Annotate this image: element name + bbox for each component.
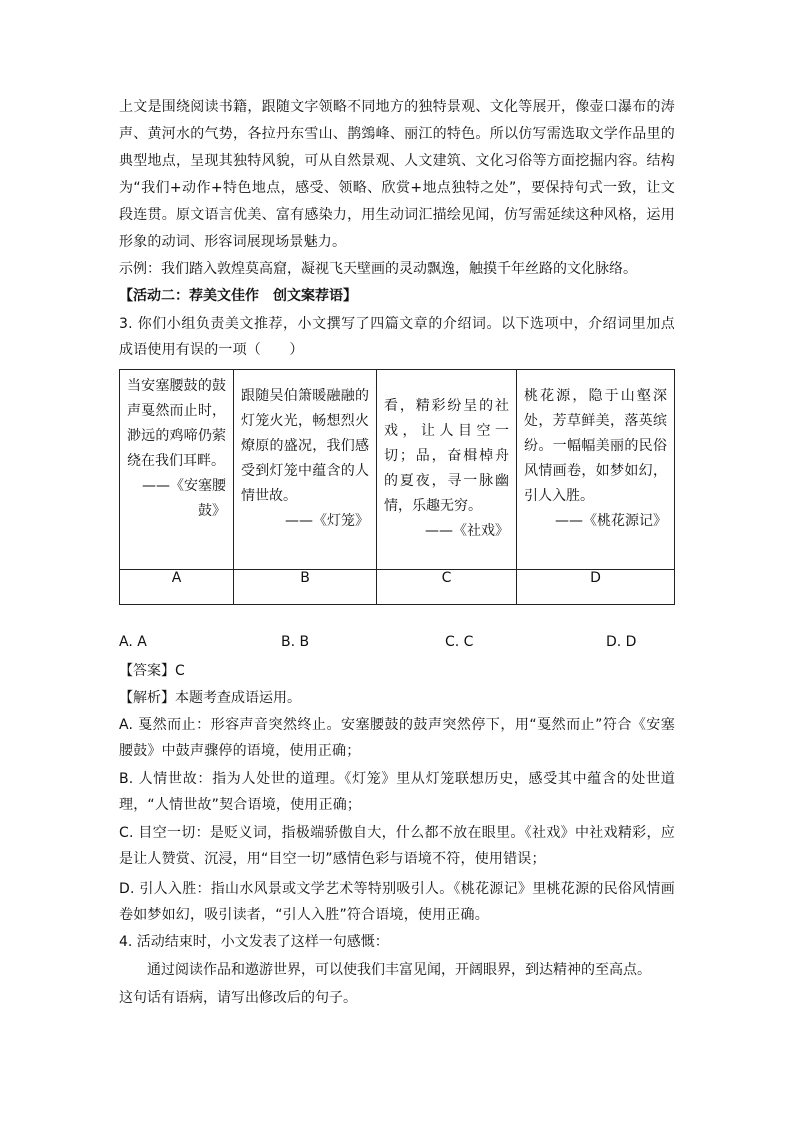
option-d-source: ——《桃花源记》 <box>555 513 667 529</box>
option-cell-a <box>120 370 234 570</box>
option-letter-b: B <box>234 570 377 605</box>
analysis-heading: 【解析】本题考查成语运用。 <box>119 690 301 706</box>
option-cell-d <box>517 370 675 570</box>
option-c-text: 看，精彩纷呈的社戏，让人目空一切；品，奋楫棹舟的夏夜，寻一脉幽情，乐趣无穷。 <box>384 398 509 514</box>
option-c-source: ——《社戏》 <box>425 523 509 539</box>
quote-sentence: 通过阅读作品和遨游世界，可以使我们丰富见闻，开阔眼界，到达精神的至高点。 <box>147 962 651 978</box>
analysis-a: A. 戛然而止：形容声音突然终止。安塞腰鼓的鼓声突然停下，用“戛然而止”符合《安塞腰鼓》中鼓声骤停的语境，使用正确； <box>119 717 675 759</box>
example-sentence: 示例：我们踏入敦煌莫高窟，凝视飞天壁画的灵动飘逸，触摸千年丝路的文化脉络。 <box>119 261 637 277</box>
options-table <box>119 369 675 605</box>
activity-heading: 【活动二：荐美文佳作 创文案荐语】 <box>119 288 357 304</box>
answer-line: 【答案】C <box>119 663 185 679</box>
choice-b[interactable]: B. B <box>281 634 310 650</box>
question-3: 3. 你们小组负责美文推荐，小文撰写了四篇文章的介绍词。以下选项中，介绍词里加点成语使用有误的一项（ ） <box>119 316 675 358</box>
option-a-text: 当安塞腰鼓的鼓声戛然而止时，渺远的鸡啼仍萦绕在我们耳畔。 <box>127 378 226 469</box>
option-letter-d: D <box>517 570 675 605</box>
option-d-text: 桃花源，隐于山壑深处，芳草鲜美，落英缤纷。一幅幅美丽的民俗风情画卷，如梦如幻，引人入胜。 <box>524 388 667 504</box>
option-cell-b <box>234 370 377 570</box>
option-b-source: ——《灯笼》 <box>285 513 369 529</box>
instruction-line: 这句话有语病，请写出修改后的句子。 <box>119 990 357 1006</box>
analysis-c: C. 目空一切：是贬义词，指极端骄傲自大，什么都不放在眼里。《社戏》中社戏精彩，应是让人赞赏、沉浸，用“目空一切”感情色彩与语境不符，使用错误； <box>119 825 675 867</box>
analysis-d: D. 引人入胜：指山水风景或文学艺术等特别吸引人。《桃花源记》里桃花源的民俗风情画卷如梦如幻，吸引读者，“引人入胜”符合语境，使用正确。 <box>119 881 675 923</box>
choice-d[interactable]: D. D <box>606 634 637 650</box>
option-b-text: 跟随吴伯箫暖融融的灯笼火光，畅想烈火燎原的盛况，我们感受到灯笼中蕴含的人情世故。 <box>241 388 369 504</box>
answer-choices <box>119 632 675 652</box>
option-cell-c <box>377 370 517 570</box>
option-a-source: ——《安塞腰鼓》 <box>142 478 226 519</box>
choice-a[interactable]: A. A <box>119 634 147 650</box>
option-letter-c: C <box>377 570 517 605</box>
intro-paragraph: 上文是围绕阅读书籍，跟随文字领略不同地方的独特景观、文化等展开，像壶口瀑布的涛声、黄河水的气势，各拉丹东雪山、鹊鵼峰、丽江的特色。所以仿写需选取文学作品里的典型地点，呈现其独特风貌，可从自然景观、人文建筑、文化习俗等方面挖掘内容。结构为“我们+动作+特色地点，感受、领略、欣赏+地点独特之处”，要保持句式一致，让文段连贯。原文语言优美、富有感染力，用生动词汇描绘见闻，仿写需延续这种风格，运用形象的动词、形容词展现场景魅力。 <box>119 99 675 250</box>
analysis-b: B. 人情世故：指为人处世的道理。《灯笼》里从灯笼联想历史，感受其中蕴含的处世道理，“人情世故”契合语境，使用正确； <box>119 771 675 813</box>
option-letter-a: A <box>120 570 234 605</box>
choice-c[interactable]: C. C <box>445 634 474 650</box>
question-4: 4. 活动结束时，小文发表了这样一句感慨： <box>119 934 389 950</box>
